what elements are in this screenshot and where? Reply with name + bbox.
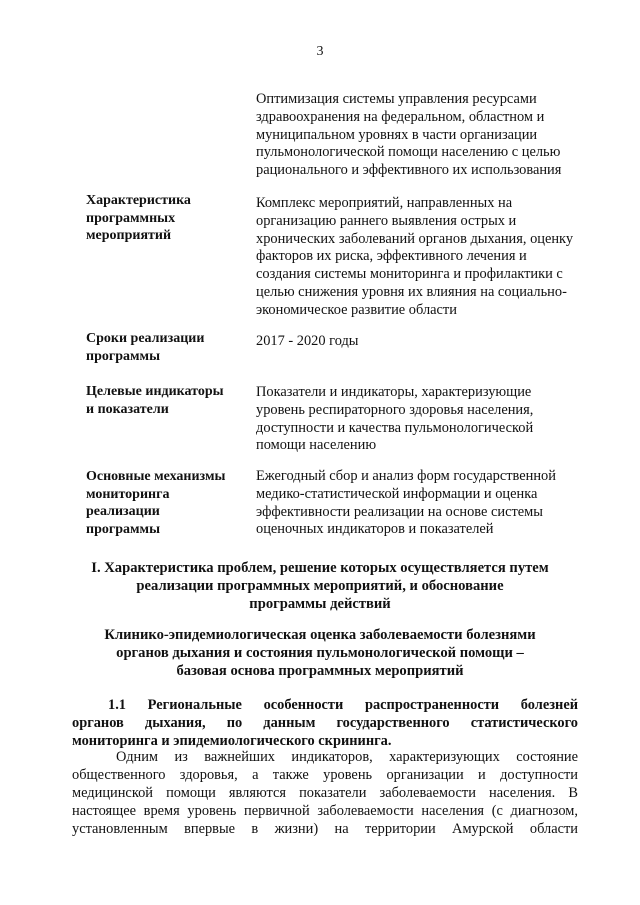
text-line: пульмонологической помощи населению с целью — [256, 144, 561, 161]
section-heading: I. Характеристика проблем, решение которых осуществляется путем реализации программных мероприятий, и обоснование программы действий — [91, 560, 549, 612]
text-line: Оптимизация системы управления ресурсами — [256, 91, 537, 107]
row-label-monitoring: Основные механизмы мониторинга реализации программы — [86, 469, 226, 537]
row-label-timeframe: Сроки реализации программы — [86, 331, 205, 364]
row-value-monitoring: Ежегодный сбор и анализ форм государственной медико-статистической информации и оценка эффективности реализации на основе системы оценочных индикаторов и показателей — [256, 468, 556, 538]
body-paragraph: Одним из важнейших индикаторов, характеризующих состояние общественного здоровья, а также уровень организации и доступности медицинской помощи являются показатели заболеваемости населения. В настоящее время уровень первичной заболеваемости населения (с диагнозом, установленным впервые в жизни) на территории Амурской области — [72, 749, 578, 837]
row-label-characteristics: Характеристика программных мероприятий — [86, 193, 191, 243]
row-value-indicators: Показатели и индикаторы, характеризующие уровень респираторного здоровья населения, доступности и качества пульмонологической помощи населению — [256, 384, 534, 454]
paragraph-1-1: 1.1 Региональные особенности распространенности болезней органов дыхания, по данным государственного статистического мониторинга и эпидемиологического скрининга. — [72, 697, 578, 749]
page-number: 3 — [316, 44, 324, 59]
row-value-characteristics: Комплекс мероприятий, направленных на организацию раннего выявления острых и хронических заболеваний органов дыхания, оценку факторов их риска, эффективного лечения и создания системы мониторинга и профилактики с целью снижения уровня их влияния на социально- экономическое развитие области — [256, 195, 574, 318]
text-line: здравоохранения на федеральном, областном и — [256, 108, 545, 125]
row-label-indicators: Целевые индикаторы и показатели — [86, 384, 224, 417]
subsection-heading: Клинико-эпидемиологическая оценка заболеваемости болезнями органов дыхания и состояния пульмонологической помощи – базовая основа программных мероприятий — [104, 627, 536, 679]
row-value-timeframe: 2017 - 2020 годы — [256, 333, 359, 349]
objectives-continuation — [256, 91, 596, 180]
text-line: муниципальном уровнях в части организации — [256, 126, 538, 143]
text-line: рационального и эффективного их использования — [256, 162, 562, 179]
